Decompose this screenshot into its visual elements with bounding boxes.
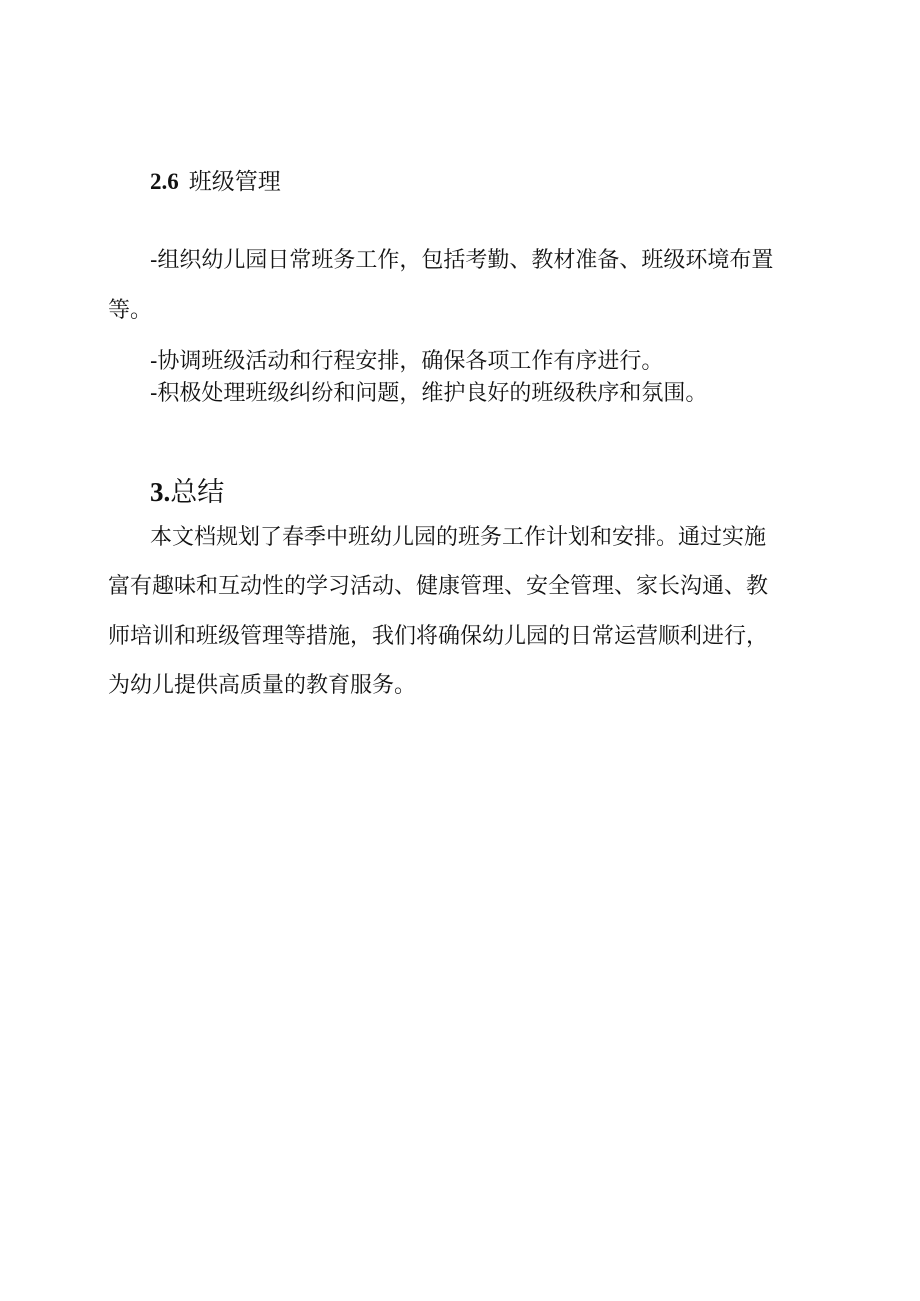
summary-title: 总结 [170,477,225,508]
bullet-3: -积极处理班级纠纷和问题，维护良好的班级秩序和氛围。 [150,381,708,406]
summary-line-1: 本文档规划了春季中班幼儿园的班务工作计划和安排。通过实施 [150,525,767,550]
summary-line-2: 富有趣味和互动性的学习活动、健康管理、安全管理、家长沟通、教 [108,574,769,599]
bullet-1-line-2: 等。 [108,298,153,323]
summary-number: 3. [150,477,171,507]
section-2-6-heading [150,168,281,196]
summary-line-3: 师培训和班级管理等措施，我们将确保幼儿园的日常运营顺利进行， [108,624,769,649]
bullet-2: -协调班级活动和行程安排，确保各项工作有序进行。 [150,349,664,374]
section-2-6-number: 2.6 [150,169,179,194]
summary-heading [150,476,224,509]
section-2-6-title: 班级管理 [188,169,281,195]
bullet-1-line-1: -组织幼儿园日常班务工作，包括考勤、教材准备、班级环境布置 [150,248,774,273]
summary-line-4: 为幼儿提供高质量的教育服务。 [108,673,417,698]
